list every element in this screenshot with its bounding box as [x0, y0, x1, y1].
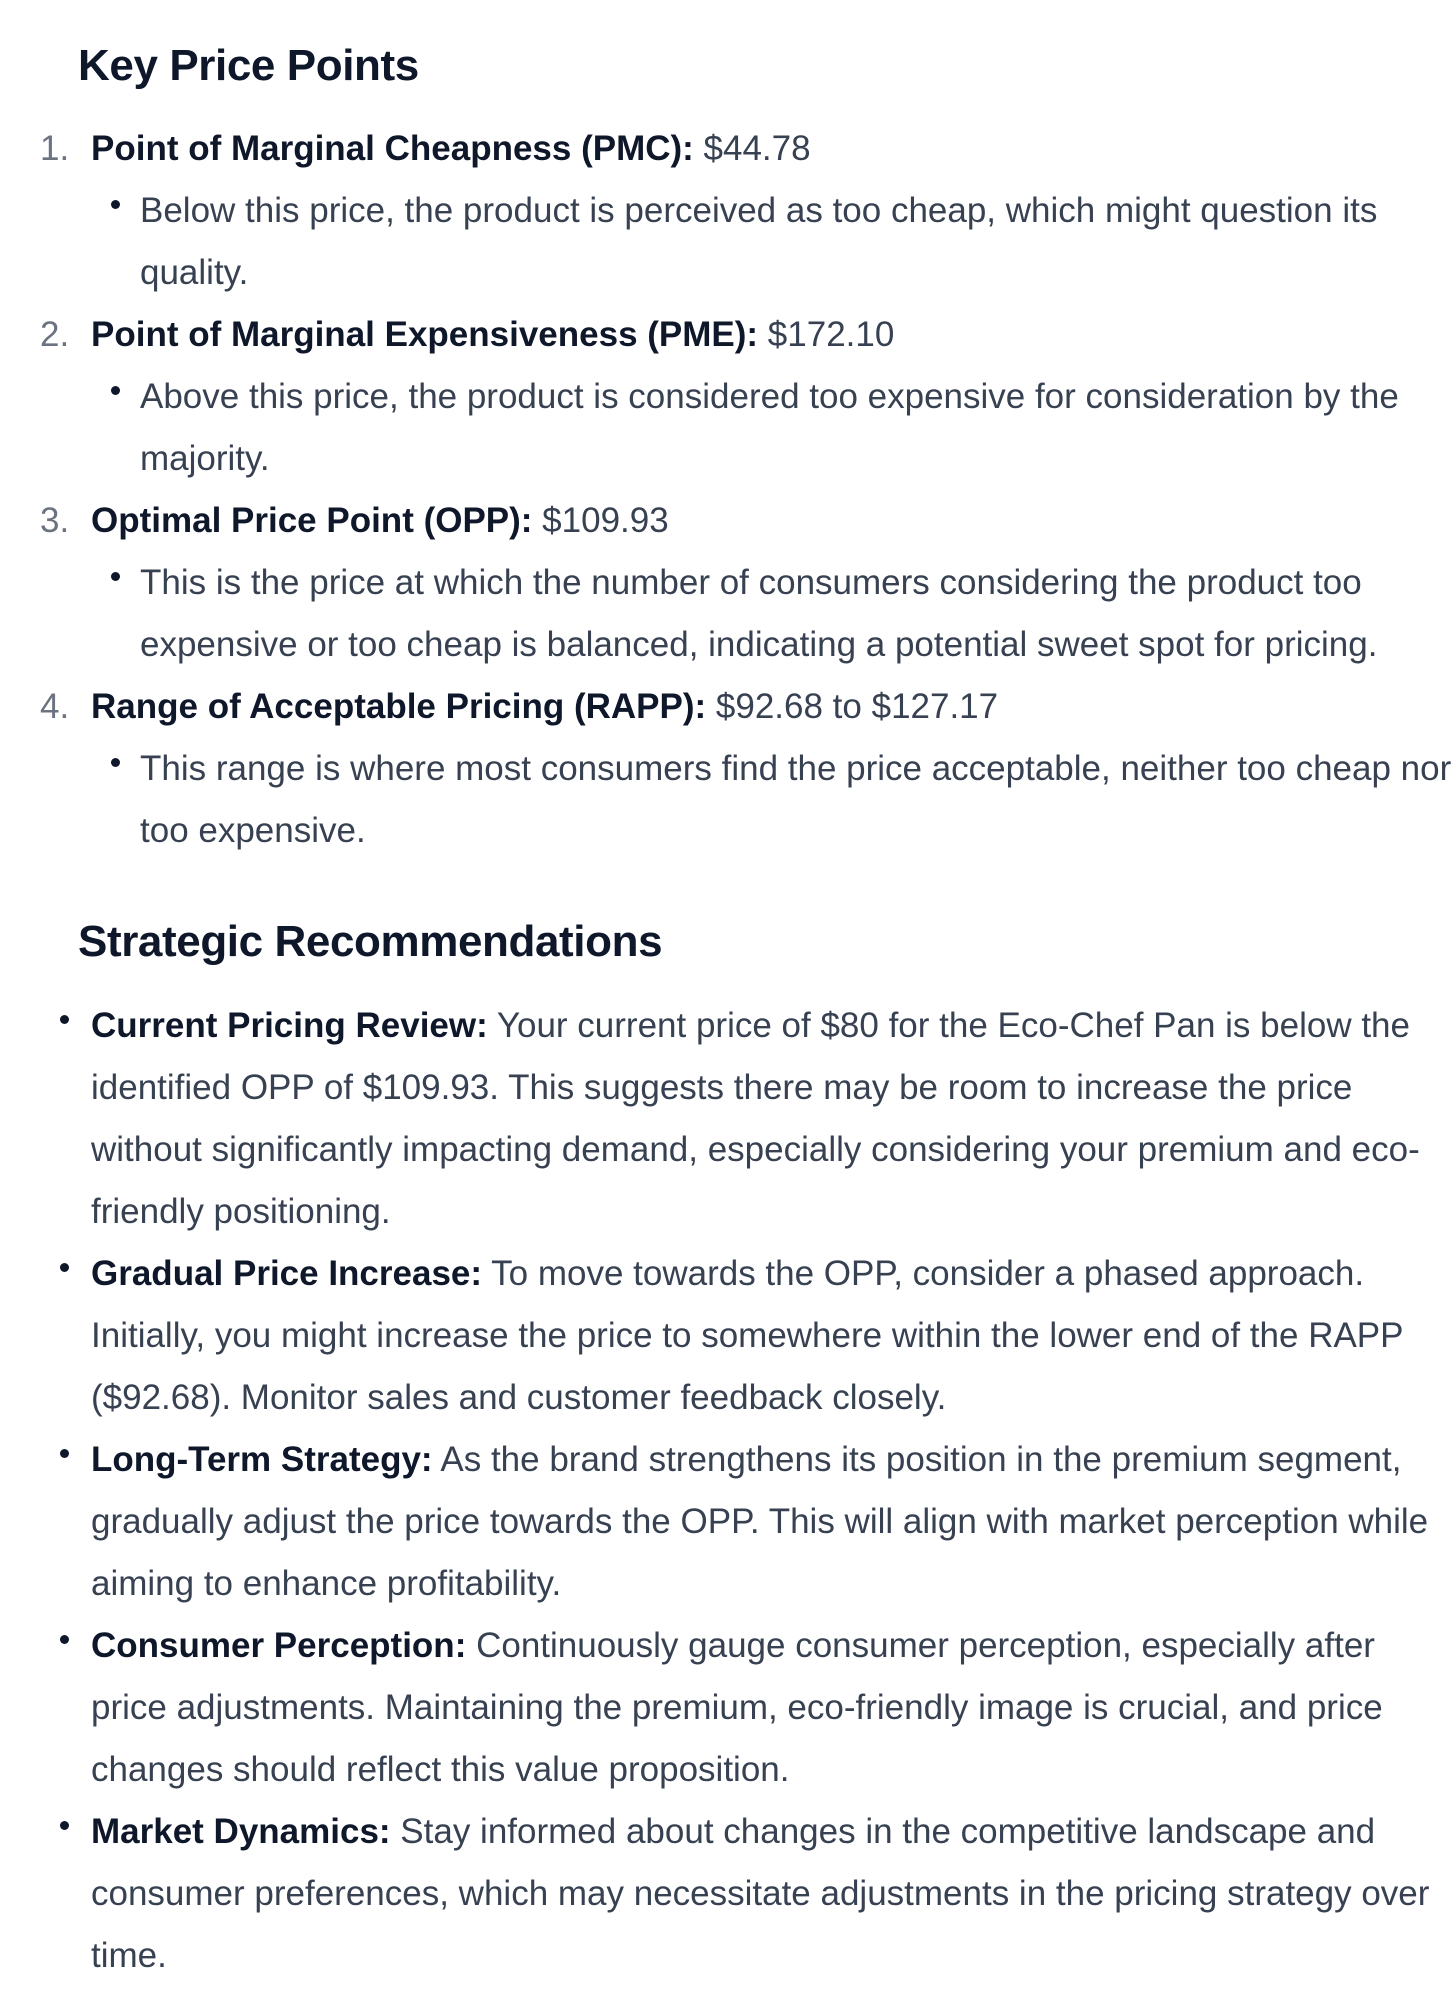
recommendation-text: To move towards the OPP, consider a phased approach.: [482, 1254, 1365, 1293]
recommendation-line: price adjustments. Maintaining the premium, eco-friendly image is crucial, and price: [91, 1688, 1383, 1727]
recommendation-line: time.: [91, 1936, 167, 1975]
recommendation-label: Gradual Price Increase:: [91, 1254, 483, 1293]
price-point-value: $109.93: [532, 501, 669, 540]
price-point-heading: [0, 304, 1456, 366]
recommendation-label: Market Dynamics:: [91, 1812, 391, 1851]
list-item: [0, 1801, 1456, 1987]
recommendation-first-line: [91, 1615, 1456, 1677]
price-point-heading: [0, 118, 1456, 180]
detail-line: too expensive.: [140, 811, 366, 850]
recommendation-line: gradually adjust the price towards the OPP. This will align with market perception while: [91, 1502, 1429, 1541]
recommendation-text: Continuously gauge consumer perception, especially after: [466, 1626, 1375, 1665]
price-point-detail: [0, 180, 1456, 304]
price-point-value: $172.10: [758, 315, 895, 354]
recommendation-line: aiming to enhance profitability.: [91, 1564, 562, 1603]
bullet-icon: [60, 1015, 69, 1024]
list-item: [0, 995, 1456, 1243]
key-price-points-heading: Key Price Points: [78, 41, 419, 90]
bullet-icon: [60, 1263, 69, 1272]
detail-line: This is the price at which the number of consumers considering the product too: [140, 563, 1362, 602]
list-item: [0, 676, 1456, 862]
recommendation-text: As the brand strengthens its position in the premium segment,: [432, 1440, 1402, 1479]
price-point-heading: [0, 676, 1456, 738]
recommendation-line: without significantly impacting demand, especially considering your premium and eco-: [91, 1130, 1420, 1169]
recommendation-first-line: [91, 995, 1456, 1057]
recommendation-text: Stay informed about changes in the competitive landscape and: [390, 1812, 1376, 1851]
price-point-label: Point of Marginal Expensiveness (PME):: [91, 315, 759, 354]
price-point-detail: [0, 366, 1456, 490]
recommendation-first-line: [91, 1243, 1456, 1305]
list-number: 2.: [40, 315, 70, 354]
list-item: [0, 118, 1456, 304]
recommendation-first-line: [91, 1801, 1456, 1863]
recommendation-line: identified OPP of $109.93. This suggests there may be room to increase the price: [91, 1068, 1353, 1107]
bullet-icon: [60, 1635, 69, 1644]
detail-line: majority.: [140, 439, 270, 478]
price-point-detail: [0, 552, 1456, 676]
key-price-points-list: [0, 118, 1456, 862]
bullet-icon: [60, 1821, 69, 1830]
list-item: [0, 304, 1456, 490]
price-point-heading: [0, 490, 1456, 552]
price-point-value: $92.68 to $127.17: [706, 687, 999, 726]
recommendation-line: ($92.68). Monitor sales and customer feedback closely.: [91, 1378, 947, 1417]
price-point-label: Range of Acceptable Pricing (RAPP):: [91, 687, 707, 726]
list-number: 3.: [40, 501, 70, 540]
price-point-label: Optimal Price Point (OPP):: [91, 501, 533, 540]
recommendation-line: friendly positioning.: [91, 1192, 391, 1231]
bullet-icon: [111, 572, 120, 581]
bullet-icon: [111, 758, 120, 767]
recommendation-text: Your current price of $80 for the Eco-Chef Pan is below the: [487, 1006, 1410, 1045]
list-item: [0, 1615, 1456, 1801]
bullet-icon: [111, 386, 120, 395]
list-item: [0, 1243, 1456, 1429]
bullet-icon: [111, 200, 120, 209]
price-point-detail: [0, 738, 1456, 862]
list-item: [0, 1429, 1456, 1615]
bullet-icon: [60, 1449, 69, 1458]
detail-line: Above this price, the product is considered too expensive for consideration by the: [140, 377, 1399, 416]
recommendation-label: Consumer Perception:: [91, 1626, 467, 1665]
list-number: 4.: [40, 687, 70, 726]
recommendation-first-line: [91, 1429, 1456, 1491]
price-point-label: Point of Marginal Cheapness (PMC):: [91, 129, 694, 168]
detail-line: Below this price, the product is perceived as too cheap, which might question its: [140, 191, 1378, 230]
recommendation-line: consumer preferences, which may necessitate adjustments in the pricing strategy over: [91, 1874, 1430, 1913]
strategic-recommendations-list: [0, 995, 1456, 1987]
detail-line: This range is where most consumers find the price acceptable, neither too cheap nor: [140, 749, 1452, 788]
list-item: [0, 490, 1456, 676]
recommendation-label: Long-Term Strategy:: [91, 1440, 433, 1479]
strategic-recommendations-heading: Strategic Recommendations: [78, 917, 663, 966]
recommendation-label: Current Pricing Review:: [91, 1006, 488, 1045]
list-number: 1.: [40, 129, 70, 168]
price-point-value: $44.78: [693, 129, 811, 168]
recommendation-line: Initially, you might increase the price to somewhere within the lower end of the RAPP: [91, 1316, 1404, 1355]
recommendation-line: changes should reflect this value proposition.: [91, 1750, 790, 1789]
detail-line: quality.: [140, 253, 249, 292]
detail-line: expensive or too cheap is balanced, indicating a potential sweet spot for pricing.: [140, 625, 1378, 664]
